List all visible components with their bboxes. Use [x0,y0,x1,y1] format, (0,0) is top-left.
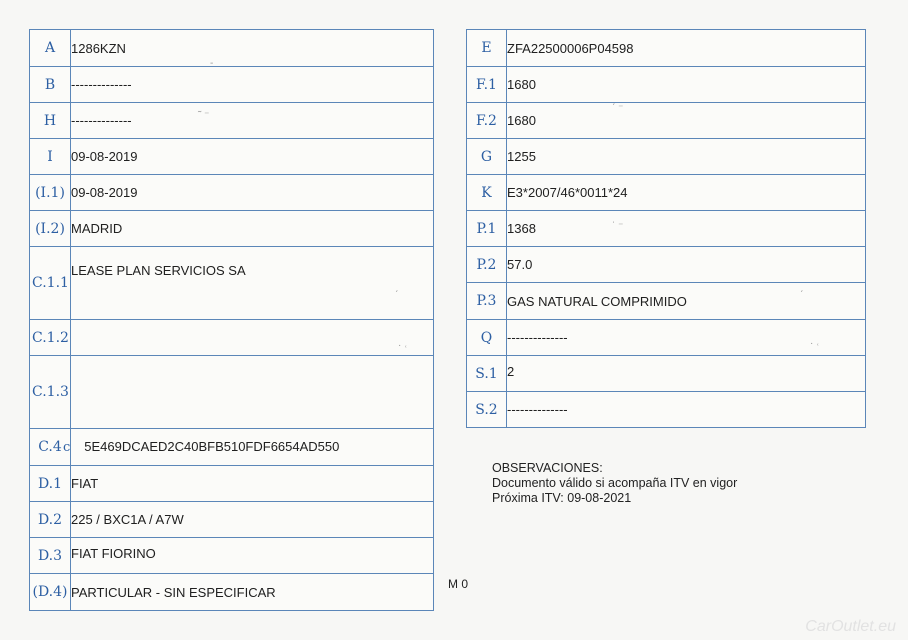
field-code-c13: C.1.3 [30,356,71,429]
observaciones-title: OBSERVACIONES: [492,461,603,475]
field-value-i2: MADRID [71,211,434,247]
field-prefix-c4: c [63,440,71,455]
field-code-i2: (I.2) [30,211,71,247]
field-value-c11: LEASE PLAN SERVICIOS SA [71,247,434,320]
table-row [30,538,434,574]
field-value-e: ZFA22500006P04598 [507,30,866,67]
table-row [30,211,434,247]
field-value-g: 1255 [507,139,866,175]
table-row [30,67,434,103]
scan-speck: ˈ ⁻ [612,221,624,232]
field-code-q: Q [467,320,507,356]
field-code-p1: P.1 [467,211,507,247]
table-row [467,175,866,211]
field-value-d2: 225 / BXC1A / A7W [71,502,434,538]
scan-speck: ˊ [800,290,804,301]
field-value-d1: FIAT [71,466,434,502]
field-code-c4: C.4 [30,429,71,466]
field-value-f2: 1680 [507,103,866,139]
field-code-f2: F.2 [467,103,507,139]
field-value-d4: PARTICULAR - SIN ESPECIFICAR [71,574,434,611]
table-row [467,67,866,103]
field-code-s2: S.2 [467,392,507,428]
table-row [30,139,434,175]
field-code-i: I [30,139,71,175]
field-code-k: K [467,175,507,211]
scan-speck: - [210,58,214,69]
table-row [467,30,866,67]
field-value-p3: GAS NATURAL COMPRIMIDO [507,283,866,320]
scan-speck: · ˓ [810,338,820,349]
table-row [30,175,434,211]
field-value-k: E3*2007/46*0011*24 [507,175,866,211]
table-row [30,30,434,67]
field-value-h: -------------- [71,103,434,139]
table-row [30,356,434,429]
scan-speck: ˊ ⁻ [612,103,624,114]
table-row [30,247,434,320]
scan-speck: ˜ ⁻ [198,110,210,121]
field-value-c4-text: 5E469DCAED2C40BFB510FDF6654AD550 [84,439,340,454]
table-row [467,211,866,247]
field-code-c12: C.1.2 [30,320,71,356]
field-value-f1: 1680 [507,67,866,103]
field-value-c4 [63,429,434,466]
right-data-table [466,29,866,428]
field-value-c13 [71,356,434,429]
scan-speck: ˊ [395,290,399,301]
field-code-d4: (D.4) [30,574,71,611]
field-code-d1: D.1 [30,466,71,502]
field-code-p3: P.3 [467,283,507,320]
field-code-s1: S.1 [467,356,507,392]
table-row [467,356,866,392]
table-row [30,502,434,538]
field-value-i1: 09-08-2019 [71,175,434,211]
field-value-d3: FIAT FIORINO [71,538,434,574]
observaciones-line-2: Próxima ITV: 09-08-2021 [492,491,632,505]
field-value-b: -------------- [71,67,434,103]
field-value-i: 09-08-2019 [71,139,434,175]
table-row [467,320,866,356]
field-code-d2: D.2 [30,502,71,538]
field-value-p1: 1368 [507,211,866,247]
field-code-e: E [467,30,507,67]
field-code-h: H [30,103,71,139]
field-code-g: G [467,139,507,175]
field-code-a: A [30,30,71,67]
table-row [467,247,866,283]
observaciones-block [492,461,737,506]
document-mark: M 0 [448,577,469,591]
field-value-c12 [71,320,434,356]
field-code-f1: F.1 [467,67,507,103]
observaciones-line-1: Documento válido si acompaña ITV en vigor [492,476,738,490]
scan-speck: · ˓ [398,340,408,351]
table-row [30,574,434,611]
watermark-logo: CarOutlet.eu [805,618,896,635]
table-row [30,429,434,466]
table-row [467,103,866,139]
table-row [30,103,434,139]
field-code-d3: D.3 [30,538,71,574]
left-data-table [29,29,434,611]
field-value-s2: -------------- [507,392,866,428]
field-value-p2: 57.0 [507,247,866,283]
field-code-c11: C.1.1 [30,247,71,320]
field-value-q: -------------- [507,320,866,356]
field-value-s1: 2 [507,356,866,392]
field-code-b: B [30,67,71,103]
table-row [30,320,434,356]
field-value-a: 1286KZN [71,30,434,67]
table-row [30,466,434,502]
table-row [467,392,866,428]
field-code-i1: (I.1) [30,175,71,211]
table-row [467,283,866,320]
table-row [467,139,866,175]
field-code-p2: P.2 [467,247,507,283]
